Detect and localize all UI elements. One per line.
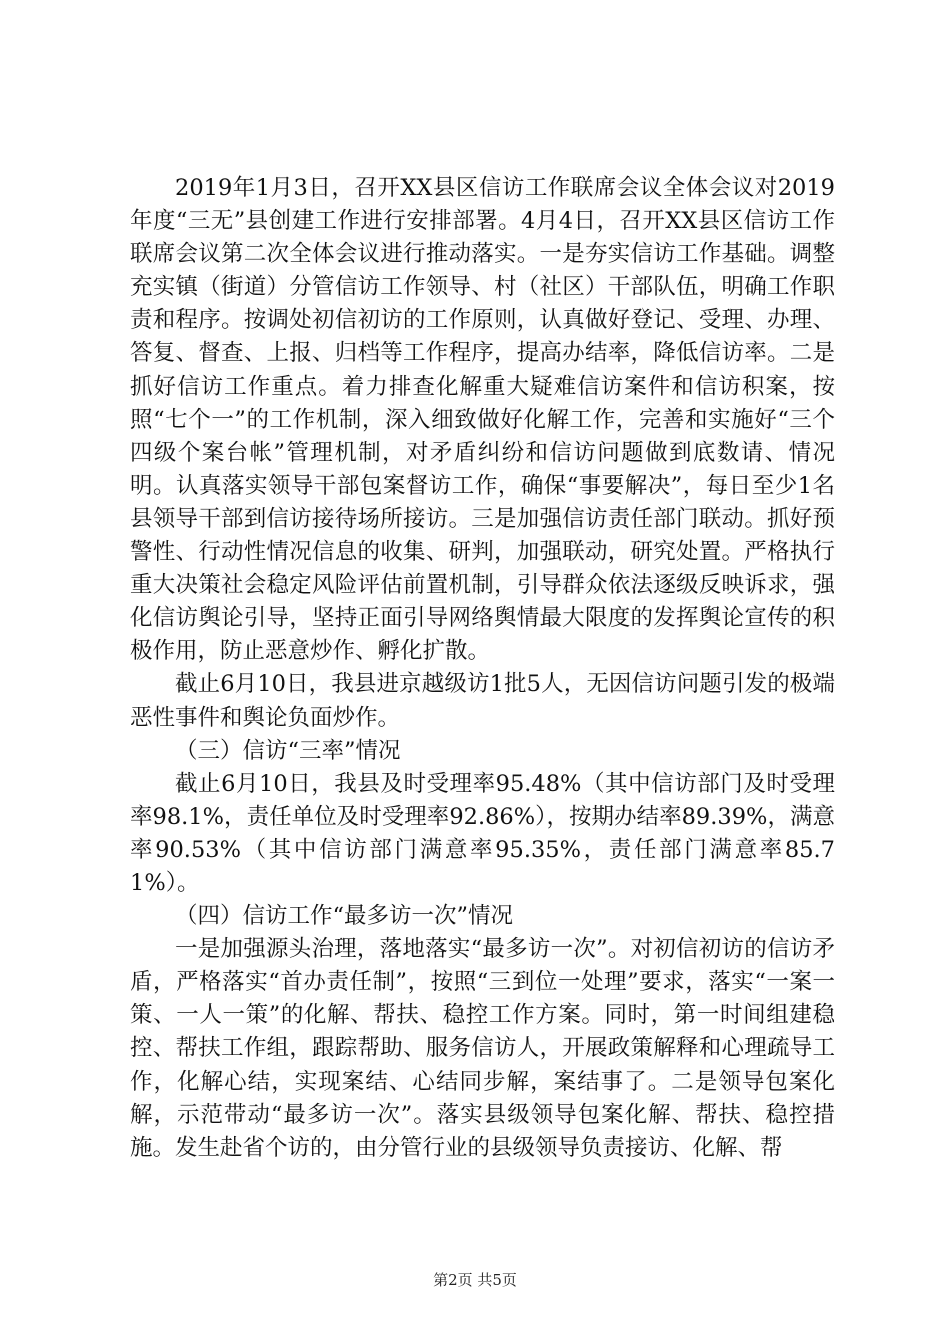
section-heading-4: （四）信访工作“最多访一次”情况 xyxy=(175,903,514,930)
document-body xyxy=(130,172,835,1165)
page-footer: 第2页 共5页 xyxy=(433,1271,517,1289)
body-paragraph: 截止6月10日，我县进京越级访1批5人，无因信访问题引发的极端恶性事件和舆论负面炒作。 xyxy=(130,671,835,731)
body-paragraph: 2019年1月3日，召开XX县区信访工作联席会议全体会议对2019年度“三无”县创建工作进行安排部署。4月4日，召开XX县区信访工作联席会议第二次全体会议进行推动落实。一是夯实信访工作基础。调整充实镇（街道）分管信访工作领导、村（社区）干部队伍，明确工作职责和程序。按调处初信初访的工作原则，认真做好登记、受理、办理、答复、督查、上报、归档等工作程序，提高办结率，降低信访率。二是抓好信访工作重点。着力排查化解重大疑难信访案件和信访积案，按照“七个一”的工作机制，深入细致做好化解工作，完善和实施好“三个四级个案台帐”管理机制，对矛盾纠纷和信访问题做到底数请、情况明。认真落实领导干部包案督访工作，确保“事要解决”，每日至少1名县领导干部到信访接待场所接访。三是加强信访责任部门联动。抓好预警性、行动性情况信息的收集、研判，加强联动，研究处置。严格执行重大决策社会稳定风险评估前置机制，引导群众依法逐级反映诉求，强化信访舆论引导，坚持正面引导网络舆情最大限度的发挥舆论宣传的积极作用，防止恶意炒作、孵化扩散。 xyxy=(130,175,835,665)
body-paragraph: 截止6月10日，我县及时受理率95.48%（其中信访部门及时受理率98.1%，责任单位及时受理率92.86%），按期办结率89.39%，满意率90.53%（其中信访部门满意率95.35%，责任部门满意率85.71%）。 xyxy=(130,770,835,896)
body-paragraph: 一是加强源头治理，落地落实“最多访一次”。对初信初访的信访矛盾，严格落实“首办责任制”，按照“三到位一处理”要求，落实“一案一策、一人一策”的化解、帮扶、稳控工作方案。同时，第一时间组建稳控、帮扶工作组，跟踪帮助、服务信访人，开展政策解释和心理疏导工作，化解心结，实现案结、心结同步解，案结事了。二是领导包案化解，示范带动“最多访一次”。落实县级领导包案化解、帮扶、稳控措施。发生赴省个访的，由分管行业的县级领导负责接访、化解、帮 xyxy=(130,936,835,1161)
section-heading-3: （三）信访“三率”情况 xyxy=(175,737,401,764)
